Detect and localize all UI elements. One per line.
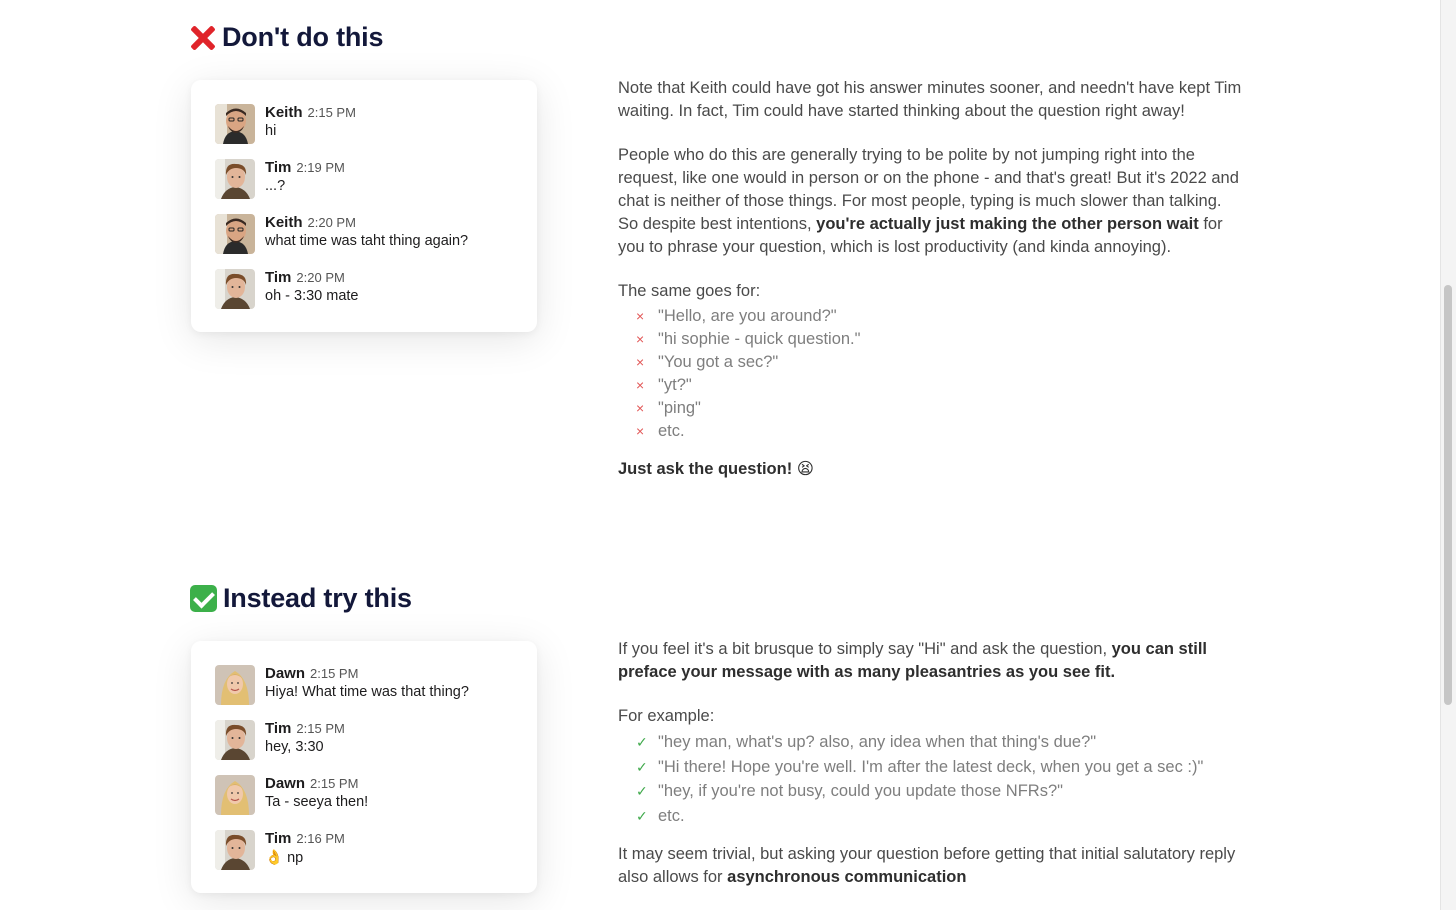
instead-para-1: If you feel it's a bit brusque to simply say "Hi" and ask the question, you can still preface your message with as many pleasantries as you see fit.: [618, 640, 1207, 681]
list-item: ✓ "hey, if you're not busy, could you update those NFRs?": [618, 779, 1243, 804]
message-author[interactable]: Tim 2:20 PM: [265, 269, 345, 286]
message-text: ...?: [265, 178, 286, 194]
list-item: × "You got a sec?": [618, 351, 1243, 374]
dont-message-2: [191, 149, 537, 204]
x-bullet-icon: ×: [636, 331, 645, 347]
async-emphasis: asynchronous communication: [727, 868, 967, 886]
dont-message-1: [191, 94, 537, 149]
instead-message-1: [191, 655, 537, 710]
dont-para-2: People who do this are generally trying to be polite by not jumping right into the request, like one would in person or on the phone - and that's great! But it's 2022 and chat is neither of those things. For most people, typing is much slower than talking. So despite best intentions, you're actually just making the other person wait for you to phrase your question, which is lost productivity (and kinda annoying).: [618, 146, 1239, 256]
dont-heading: [190, 22, 383, 53]
dont-para-2-emphasis: you're actually just making the other person wait: [816, 215, 1199, 233]
dont-explanation: [618, 77, 1243, 481]
dont-examples-list: [618, 305, 1243, 443]
check-bullet-icon: ✓: [636, 783, 648, 799]
instead-message-4: [191, 820, 537, 875]
message-text: 👌 np: [265, 850, 304, 866]
x-bullet-icon: ×: [636, 377, 645, 393]
for-example-label: For example:: [618, 707, 715, 725]
message-text: oh - 3:30 mate: [265, 288, 359, 304]
scrollbar[interactable]: [1440, 0, 1456, 910]
instead-heading: [190, 583, 412, 614]
scrollbar-thumb[interactable]: [1444, 285, 1452, 705]
list-item: × "Hello, are you around?": [618, 305, 1243, 328]
dont-message-4: [191, 259, 537, 314]
avatar-dawn[interactable]: [215, 665, 255, 705]
message-timestamp[interactable]: 2:16 PM: [296, 831, 345, 846]
message-author[interactable]: Dawn 2:15 PM: [265, 775, 359, 792]
message-author[interactable]: Tim 2:19 PM: [265, 159, 345, 176]
list-item: ✓ etc.: [618, 804, 1243, 829]
same-goes-label: The same goes for:: [618, 282, 761, 300]
message-text: what time was taht thing again?: [265, 233, 469, 249]
instead-para-1-emphasis: you can still preface your message with as many pleasantries as you see fit.: [618, 640, 1207, 681]
instead-heading-text: Instead try this: [223, 583, 412, 613]
message-author[interactable]: Tim 2:16 PM: [265, 830, 345, 847]
instead-chat-card: [191, 641, 537, 893]
message-author[interactable]: Keith 2:15 PM: [265, 104, 356, 121]
check-mark-icon: [190, 585, 217, 612]
check-bullet-icon: ✓: [636, 734, 648, 750]
avatar-tim[interactable]: [215, 159, 255, 199]
message-text: hi: [265, 123, 277, 139]
message-timestamp[interactable]: 2:19 PM: [296, 160, 345, 175]
avatar-tim[interactable]: [215, 720, 255, 760]
instead-message-2: [191, 710, 537, 765]
avatar-tim[interactable]: [215, 269, 255, 309]
instead-examples-list: [618, 730, 1243, 828]
avatar-tim[interactable]: [215, 830, 255, 870]
check-bullet-icon: ✓: [636, 758, 648, 775]
x-bullet-icon: ×: [636, 423, 645, 439]
x-bullet-icon: ×: [636, 354, 645, 370]
avatar-dawn[interactable]: [215, 775, 255, 815]
dont-chat-card: [191, 80, 537, 332]
list-item: ✓ "Hi there! Hope you're well. I'm after the latest deck, when you get a sec :)": [618, 755, 1243, 780]
dont-heading-text: Don't do this: [222, 22, 384, 52]
message-timestamp[interactable]: 2:20 PM: [296, 270, 345, 285]
avatar-keith[interactable]: [215, 104, 255, 144]
instead-explanation: [618, 638, 1243, 889]
message-author[interactable]: Keith 2:20 PM: [265, 214, 356, 231]
message-timestamp[interactable]: 2:15 PM: [307, 105, 356, 120]
instead-para-2: It may seem trivial, but asking your question before getting that initial salutatory reply also allows for asynchronous communication: [618, 845, 1236, 886]
list-item: × "yt?": [618, 374, 1243, 397]
instead-message-3: [191, 765, 537, 820]
message-text: Ta - seeya then!: [265, 794, 369, 810]
dont-para-1: Note that Keith could have got his answer minutes sooner, and needn't have kept Tim waiting. In fact, Tim could have started thinking about the question right away!: [618, 79, 1242, 120]
message-author[interactable]: Tim 2:15 PM: [265, 720, 345, 737]
avatar-keith[interactable]: [215, 214, 255, 254]
message-timestamp[interactable]: 2:15 PM: [296, 721, 345, 736]
message-timestamp[interactable]: 2:15 PM: [310, 666, 359, 681]
x-bullet-icon: ×: [636, 400, 645, 416]
message-author[interactable]: Dawn 2:15 PM: [265, 665, 359, 682]
list-item: × "hi sophie - quick question.": [618, 328, 1243, 351]
message-timestamp[interactable]: 2:20 PM: [307, 215, 356, 230]
closing-line: Just ask the question! 😫: [618, 460, 814, 478]
list-item: × etc.: [618, 420, 1243, 443]
message-timestamp[interactable]: 2:15 PM: [310, 776, 359, 791]
x-bullet-icon: ×: [636, 308, 645, 324]
message-text: Hiya! What time was that thing?: [265, 684, 469, 700]
list-item: × "ping": [618, 397, 1243, 420]
cross-mark-icon: [190, 25, 216, 51]
dont-message-3: [191, 204, 537, 259]
list-item: ✓ "hey man, what's up? also, any idea when that thing's due?": [618, 730, 1243, 755]
message-text: hey, 3:30: [265, 739, 324, 755]
check-bullet-icon: ✓: [636, 807, 648, 824]
